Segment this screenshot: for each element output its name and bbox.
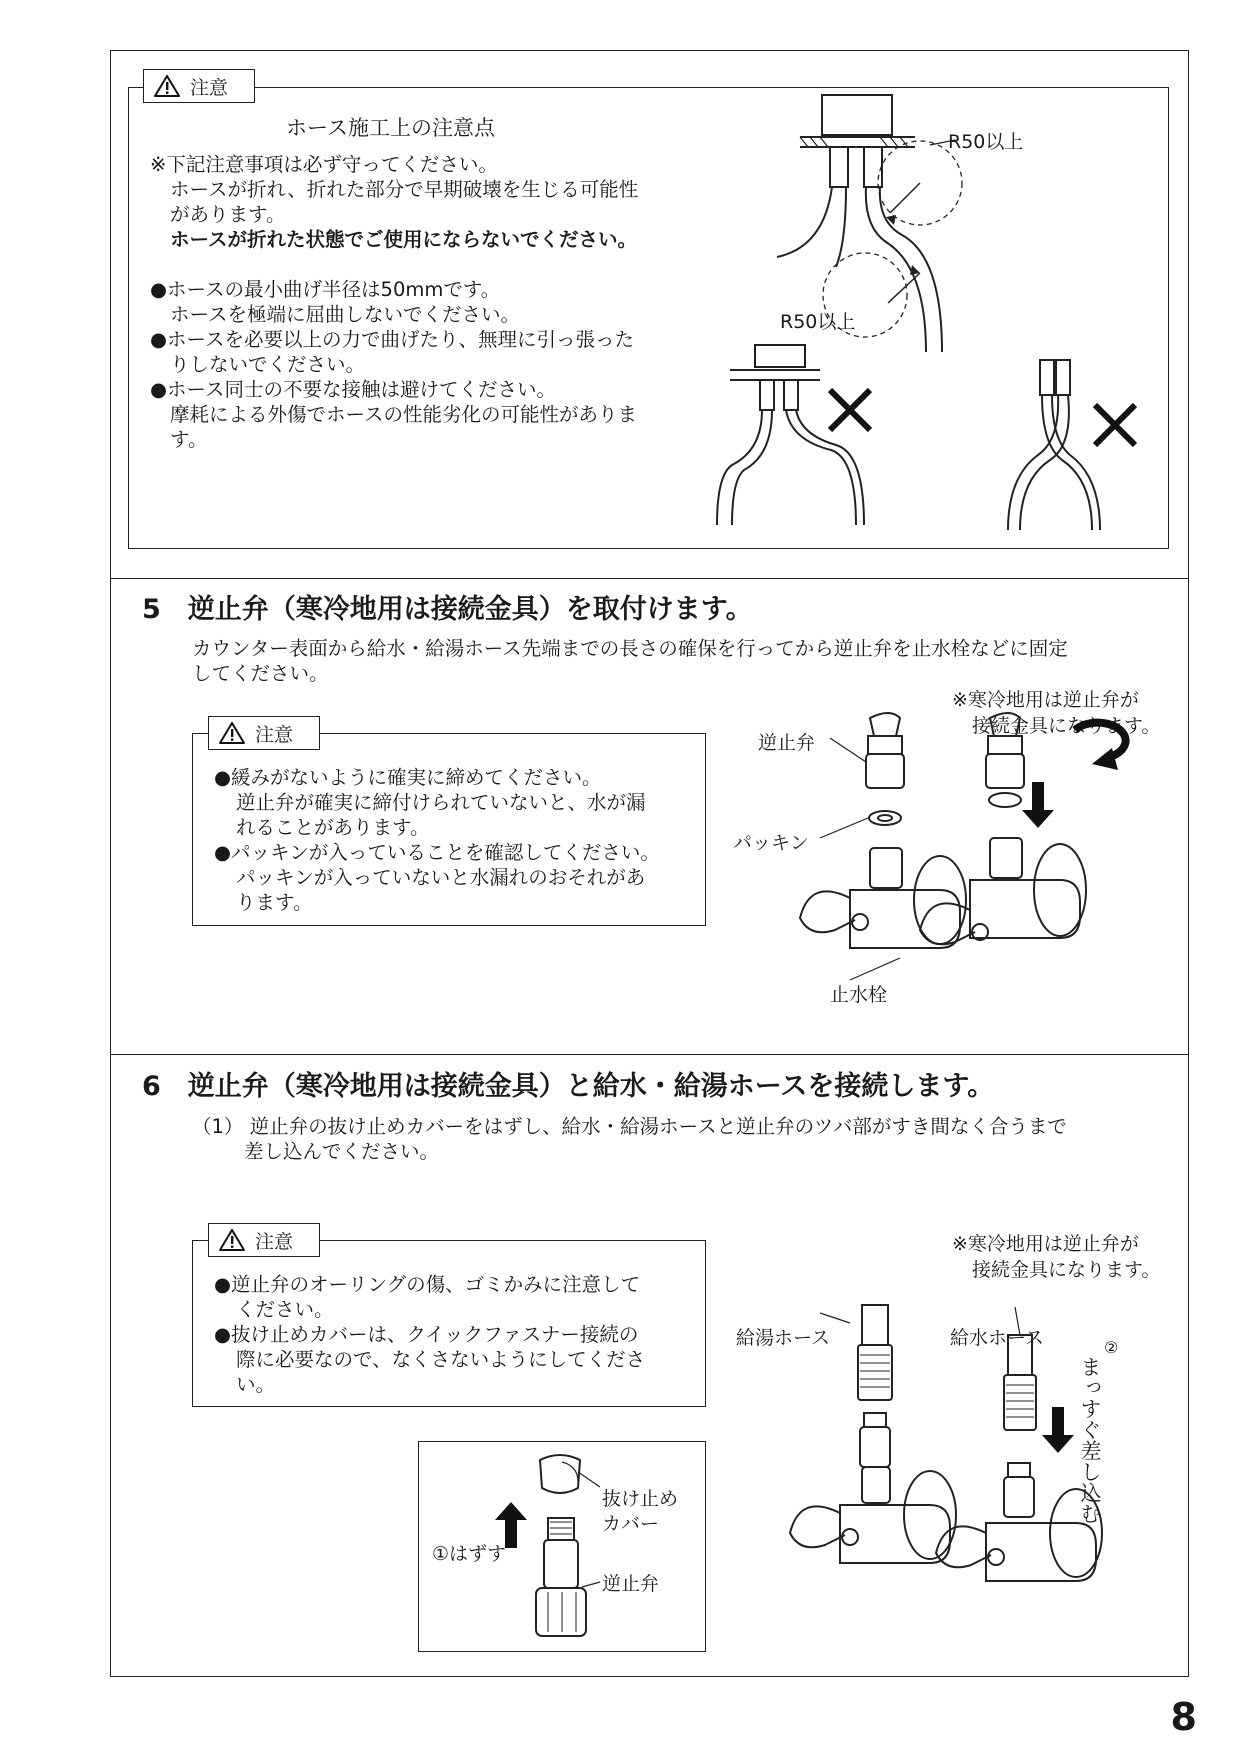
text-line: ります。 (236, 891, 313, 914)
bullet-line: ●逆止弁のオーリングの傷、ゴミかみに注意して (214, 1273, 641, 1296)
step5-title: 5 逆止弁（寒冷地用は接続金具）を取付けます。 (142, 594, 753, 625)
text-line: ください。 (236, 1298, 334, 1321)
bullet-line: ●ホースを必要以上の力で曲げたり、無理に引っ張った (150, 328, 635, 351)
warning-icon (154, 75, 180, 97)
text-line: 際に必要なので、なくさないようにしてくださ (236, 1348, 646, 1371)
text-line: す。 (170, 428, 208, 451)
step6-note: 接続金具になります。 (972, 1259, 1161, 1281)
warning-icon (219, 722, 245, 744)
check-valve-label: 逆止弁 (758, 732, 816, 754)
caution-tag (208, 716, 320, 750)
cover-label: カバー (602, 1513, 660, 1535)
packing-label: パッキン (733, 832, 809, 854)
step5-desc: カウンター表面から給水・給湯ホース先端までの長さの確保を行ってから逆止弁を止水栓などに固定 (192, 637, 1068, 660)
radius-label: R50以上 (948, 131, 1024, 153)
step2-instruction: まっすぐ差し込む (1078, 1356, 1102, 1524)
text-line: れることがあります。 (236, 816, 430, 839)
caution-tag (143, 69, 255, 103)
section-divider (110, 578, 1189, 579)
caution-tag (208, 1223, 320, 1257)
hose-caution-heading: ホース施工上の注意点 (286, 116, 495, 140)
text-line: ※下記注意事項は必ず守ってください。 (150, 153, 498, 176)
hose-kink-illustration (700, 345, 880, 525)
text-line: い。 (236, 1373, 276, 1396)
bullet-line: ●ホースの最小曲げ半径は50mmです。 (150, 278, 501, 301)
text-line: 逆止弁が確実に締付けられていないと、水が漏 (236, 791, 646, 814)
remove-label: ①はずす (432, 1543, 507, 1565)
text-line: ホースを極端に屈曲しないでください。 (170, 303, 521, 326)
step6-title: 6 逆止弁（寒冷地用は接続金具）と給水・給湯ホースを接続します。 (142, 1071, 995, 1102)
cover-removal-illustration (490, 1452, 610, 1647)
caution-label: 注意 (255, 723, 294, 746)
step6-desc: 差し込んでください。 (244, 1140, 440, 1163)
text-line: ホースが折れ、折れた部分で早期破壊を生じる可能性 (170, 178, 639, 201)
caution-label: 注意 (190, 76, 229, 99)
text-line: りしないでください。 (170, 353, 366, 376)
hot-hose-label: 給湯ホース (736, 1327, 831, 1349)
warning-icon (219, 1229, 245, 1251)
bullet-line: ●緩みがないように確実に締めてください。 (214, 766, 602, 789)
radius-label: R50以上 (780, 311, 856, 333)
bullet-line: ●ホース同士の不要な接触は避けてください。 (150, 378, 557, 401)
check-valve-install-illustration (790, 700, 1150, 1030)
bullet-line: ●抜け止めカバーは、クイックファスナー接続の (214, 1323, 639, 1346)
step5-note: ※寒冷地用は逆止弁が (952, 689, 1139, 711)
text-line-emphasis: ホースが折れた状態でご使用にならないでください。 (170, 228, 638, 251)
hose-contact-illustration (980, 360, 1150, 530)
step5-desc: してください。 (192, 662, 329, 685)
text-line: があります。 (170, 203, 286, 226)
page-number: 8 (1170, 1695, 1197, 1739)
text-line: 摩耗による外傷でホースの性能劣化の可能性がありま (170, 403, 638, 426)
caution-label: 注意 (255, 1230, 294, 1253)
section-divider (110, 1054, 1189, 1055)
text-line: パッキンが入っていないと水漏れのおそれがあ (236, 866, 646, 889)
step5-note: 接続金具になります。 (972, 715, 1161, 737)
step2-number: ② (1104, 1338, 1119, 1357)
cold-hose-label: 給水ホース (950, 1327, 1045, 1349)
bullet-line: ●パッキンが入っていることを確認してください。 (214, 841, 660, 864)
stopcock-label: 止水栓 (830, 984, 888, 1006)
step6-note: ※寒冷地用は逆止弁が (952, 1233, 1139, 1255)
hose-connect-illustration (790, 1295, 1160, 1625)
check-valve-label: 逆止弁 (602, 1573, 660, 1595)
cover-label: 抜け止め (602, 1488, 679, 1510)
step6-desc: （1） 逆止弁の抜け止めカバーをはずし、給水・給湯ホースと逆止弁のツバ部がすき間なく合うまで (192, 1115, 1067, 1138)
